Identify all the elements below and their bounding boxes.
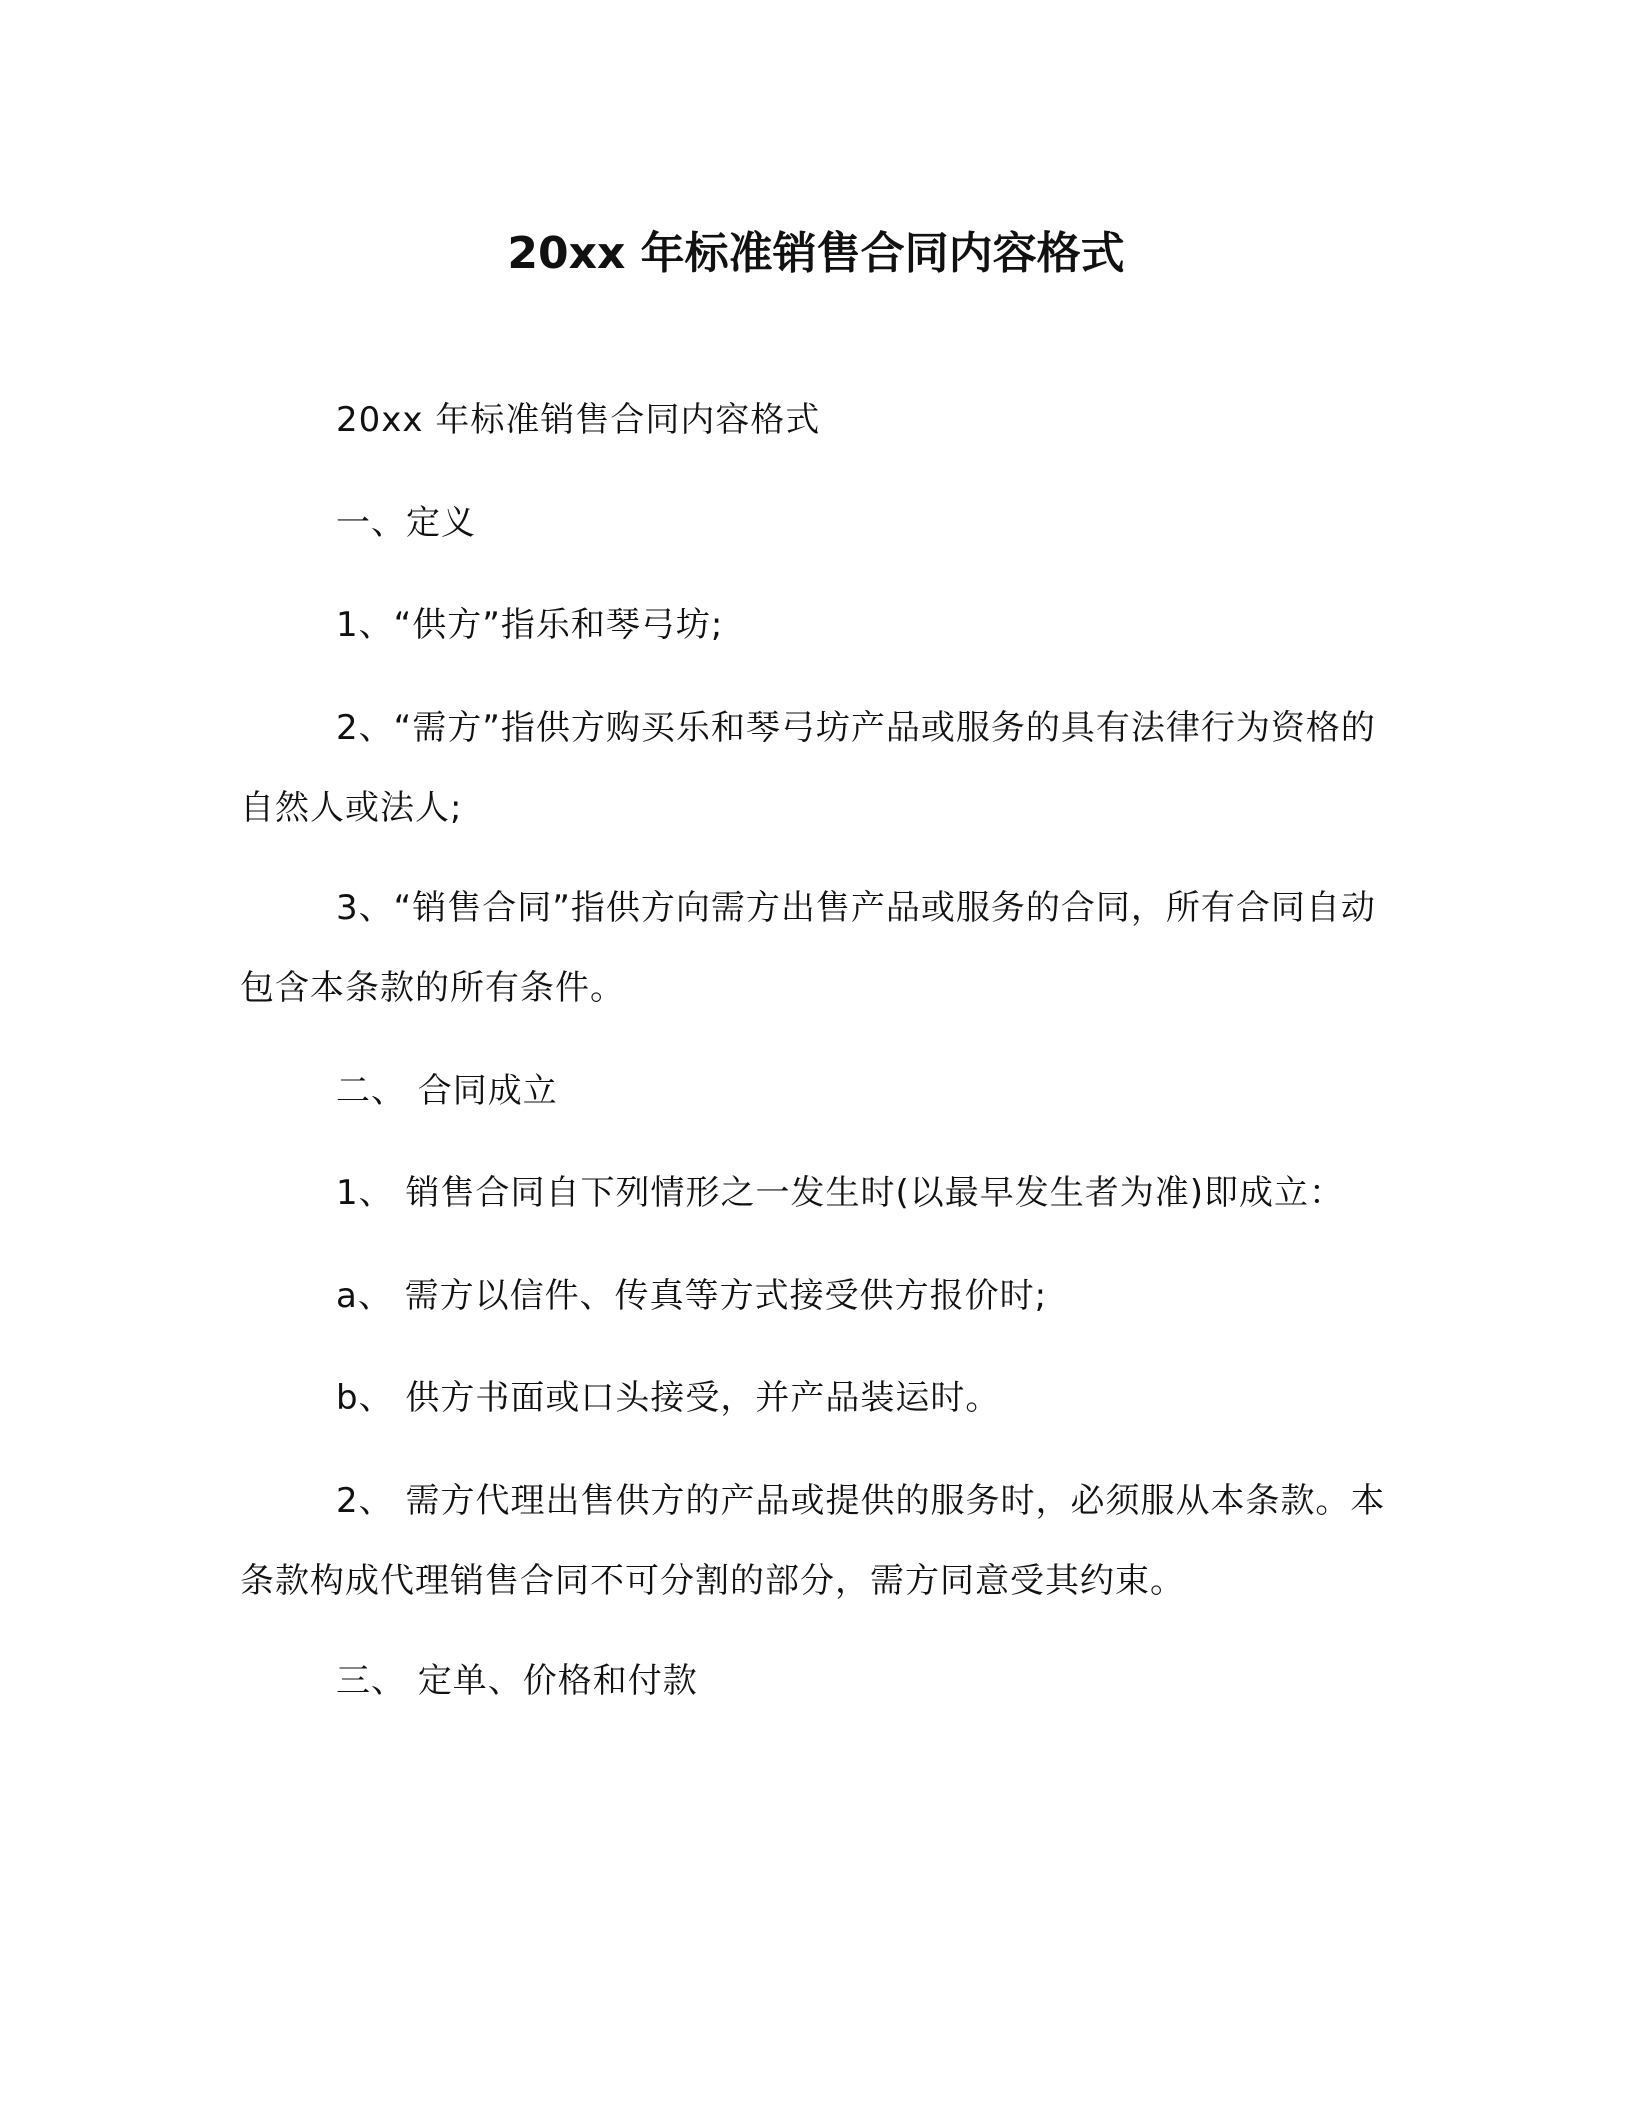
- formation-item-2: 2、 需方代理出售供方的产品或提供的服务时，必须服从本条款。本条款构成代理销售合同不可分割的部分，需方同意受其约束。: [240, 1481, 1386, 1601]
- section-heading-orders-pricing-payment: 三、 定单、价格和付款: [336, 1661, 698, 1701]
- definition-item-2: 2、“需方”指供方购买乐和琴弓坊产品或服务的具有法律行为资格的自然人或法人;: [240, 708, 1376, 828]
- formation-item-b: b、 供方书面或口头接受，并产品装运时。: [336, 1378, 1001, 1418]
- section-heading-definitions: 一、定义: [336, 503, 476, 543]
- formation-item-1: 1、 销售合同自下列情形之一发生时(以最早发生者为准)即成立：: [336, 1173, 1344, 1213]
- formation-item-a: a、 需方以信件、传真等方式接受供方报价时;: [336, 1276, 1048, 1316]
- paragraph-subtitle: 20xx 年标准销售合同内容格式: [336, 400, 821, 440]
- definition-item-3: 3、“销售合同”指供方向需方出售产品或服务的合同，所有合同自动包含本条款的所有条件。: [240, 888, 1376, 1008]
- definition-item-1: 1、“供方”指乐和琴弓坊;: [336, 605, 724, 645]
- section-heading-contract-formation: 二、 合同成立: [336, 1071, 558, 1111]
- document-title: 20xx 年标准销售合同内容格式: [507, 228, 1125, 279]
